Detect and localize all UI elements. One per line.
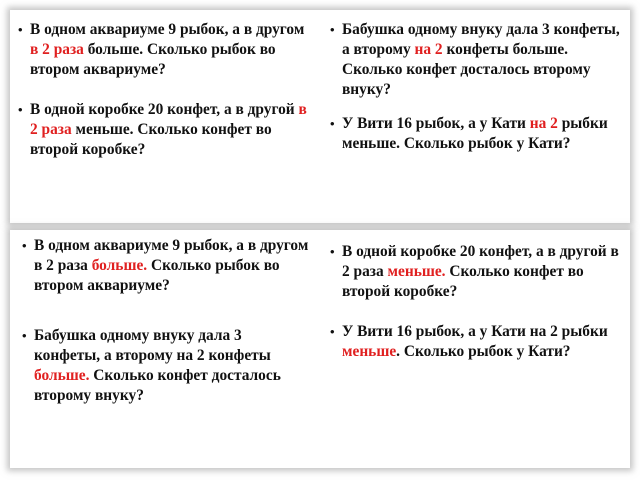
highlight-keyword: в 2 раза xyxy=(30,101,307,138)
problem-grandma-candy-more xyxy=(22,326,282,406)
problem-text: • В одном аквариуме 9 рыбок, а в другом в 2 раза больше. Сколько рыбок во втором аквариуме? xyxy=(22,236,312,296)
highlight-keyword: больше. xyxy=(34,367,90,384)
problem-aquarium-more xyxy=(22,236,312,296)
highlight-keyword: больше. xyxy=(91,257,148,274)
highlight-keyword: на 2 xyxy=(414,41,443,58)
highlight-keyword: в 2 раза xyxy=(30,41,84,58)
problem-grandma-candy-by xyxy=(330,20,625,100)
problem-text: • В одном аквариуме 9 рыбок, а в другом в 2 раза больше. Сколько рыбок во втором аквариуме? xyxy=(18,20,308,80)
problem-text: • У Вити 16 рыбок, а у Кати на 2 рыбки меньше. Сколько рыбок у Кати? xyxy=(330,322,610,362)
problem-text: • У Вити 16 рыбок, а у Кати на 2 рыбки меньше. Сколько рыбок у Кати? xyxy=(330,114,610,154)
problem-aquarium-times xyxy=(18,20,308,80)
highlight-keyword: меньше. xyxy=(387,263,446,280)
highlight-keyword: меньше xyxy=(342,343,397,360)
problem-text: • В одной коробке 20 конфет, а в другой в 2 раза меньше. Сколько конфет во второй коробке? xyxy=(18,100,308,160)
problem-text: • Бабушка одному внуку дала 3 конфеты, а второму на 2 конфеты больше. Сколько конфет досталось второму внуку? xyxy=(330,20,625,100)
problem-vitya-fish-by xyxy=(330,114,610,154)
problem-text: • Бабушка одному внуку дала 3 конфеты, а второму на 2 конфеты больше. Сколько конфет досталось второму внуку? xyxy=(22,326,282,406)
problem-candy-box-times xyxy=(18,100,308,160)
problem-text: • В одной коробке 20 конфет, а в другой в 2 раза меньше. Сколько конфет во второй коробке? xyxy=(330,242,620,302)
problem-candy-box-less xyxy=(330,242,620,302)
problem-vitya-fish-less xyxy=(330,322,610,362)
highlight-keyword: на 2 xyxy=(529,115,558,132)
